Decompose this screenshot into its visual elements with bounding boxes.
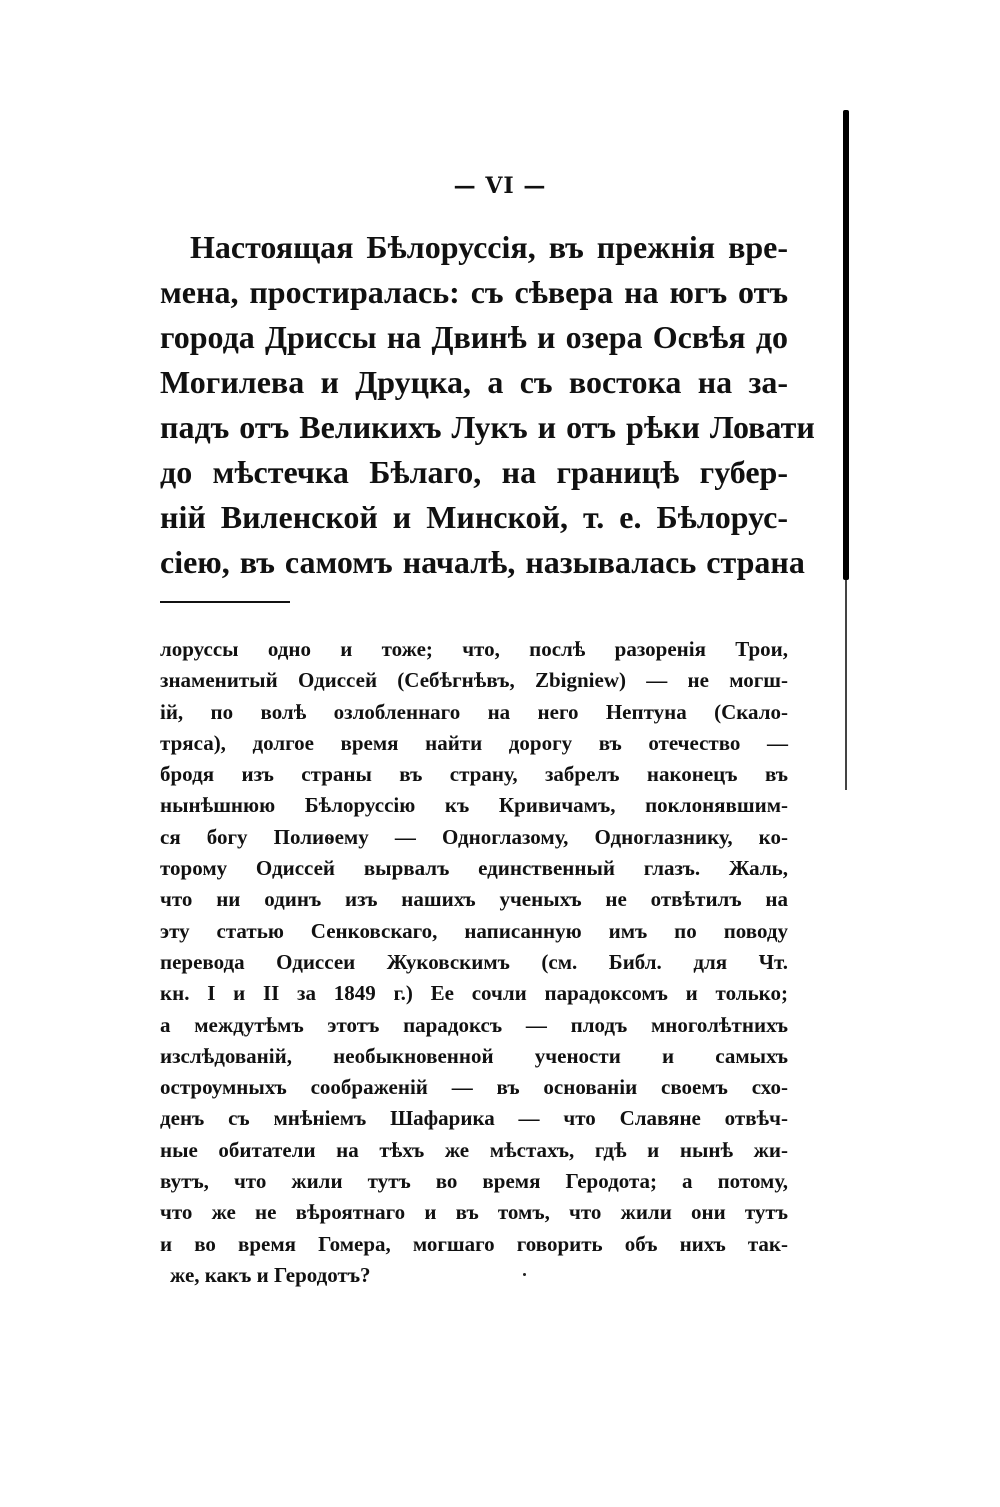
scan-edge-mark-thin <box>845 580 847 790</box>
footnote-line: что же не вѣроятнаго и въ томъ, что жили они тутъ <box>160 1200 788 1225</box>
main-text-line: города Дриссы на Двинѣ и озера Освѣя до <box>160 319 788 355</box>
footnote-line: ные обитатели на тѣхъ же мѣстахъ, гдѣ и нынѣ жи- <box>160 1137 788 1162</box>
ink-speck <box>523 1273 526 1276</box>
footnote-line: ій, по волѣ озлобленнаго на него Нептуна (Скало- <box>160 699 788 724</box>
footnote-line: изслѣдованій, необыкновенной учености и самыхъ <box>160 1043 788 1068</box>
footnote-line: же, какъ и Геродотъ? <box>170 1262 371 1287</box>
footnote-line: вутъ, что жили тутъ во время Геродота; а потому, <box>160 1169 788 1194</box>
footnote-line: торому Одиссей вырвалъ единственный глазъ. Жаль, <box>160 856 788 881</box>
footnote-line: тряса), долгое время найти дорогу въ отечество — <box>160 730 788 755</box>
main-text-line: до мѣстечка Бѣлаго, на границѣ губер- <box>160 454 788 490</box>
footnote <box>160 634 788 1291</box>
main-text-line: Настоящая Бѣлоруссія, въ прежнія вре- <box>190 229 788 265</box>
footnote-separator <box>160 601 290 603</box>
footnote-line: кн. I и II за 1849 г.) Ее сочли парадоксомъ и только; <box>160 981 788 1006</box>
main-text-line: ній Виленской и Минской, т. е. Бѣлорус- <box>160 499 788 535</box>
main-text-line: сіею, въ самомъ началѣ, называлась страна <box>160 544 805 580</box>
main-text-line: мена, простиралась: съ сѣвера на югъ отъ <box>160 274 788 310</box>
footnote-line: лоруссы одно и тоже; что, послѣ разоренія Трои, <box>160 637 788 661</box>
main-text-line: падъ отъ Великихъ Лукъ и отъ рѣки Ловати <box>160 409 815 445</box>
footnote-line: знаменитый Одиссей (Себѣгнѣвъ, Zbigniew) — не могш- <box>160 668 788 693</box>
footnote-line: эту статью Сенковскаго, написанную имъ по поводу <box>160 918 788 943</box>
footnote-line: нынѣшнюю Бѣлоруссію къ Кривичамъ, поклонявшим- <box>160 793 788 818</box>
footnote-line: а междутѣмъ этотъ парадоксъ — плодъ многолѣтнихъ <box>160 1012 788 1037</box>
footnote-line: остроумныхъ соображеній — въ основаніи своемъ схо- <box>160 1075 788 1100</box>
footnote-line: денъ съ мнѣніемъ Шафарика — что Славяне отвѣч- <box>160 1106 788 1131</box>
footnote-line: что ни одинъ изъ нашихъ ученыхъ не отвѣтилъ на <box>160 887 788 912</box>
footnote-line: перевода Одиссеи Жуковскимъ (см. Библ. для Чт. <box>160 949 788 974</box>
page-number: — VI — <box>453 173 547 199</box>
footnote-line: ся богу Полиѳему — Одноглазому, Одноглазнику, ко- <box>160 824 788 849</box>
footnote-line: бродя изъ страны въ страну, забрелъ наконецъ въ <box>160 762 788 787</box>
main-paragraph <box>160 225 815 585</box>
main-text-line: Могилева и Друцка, а съ востока на за- <box>160 364 788 400</box>
footnote-line: и во время Гомера, могшаго говорить объ нихъ так- <box>160 1231 788 1256</box>
